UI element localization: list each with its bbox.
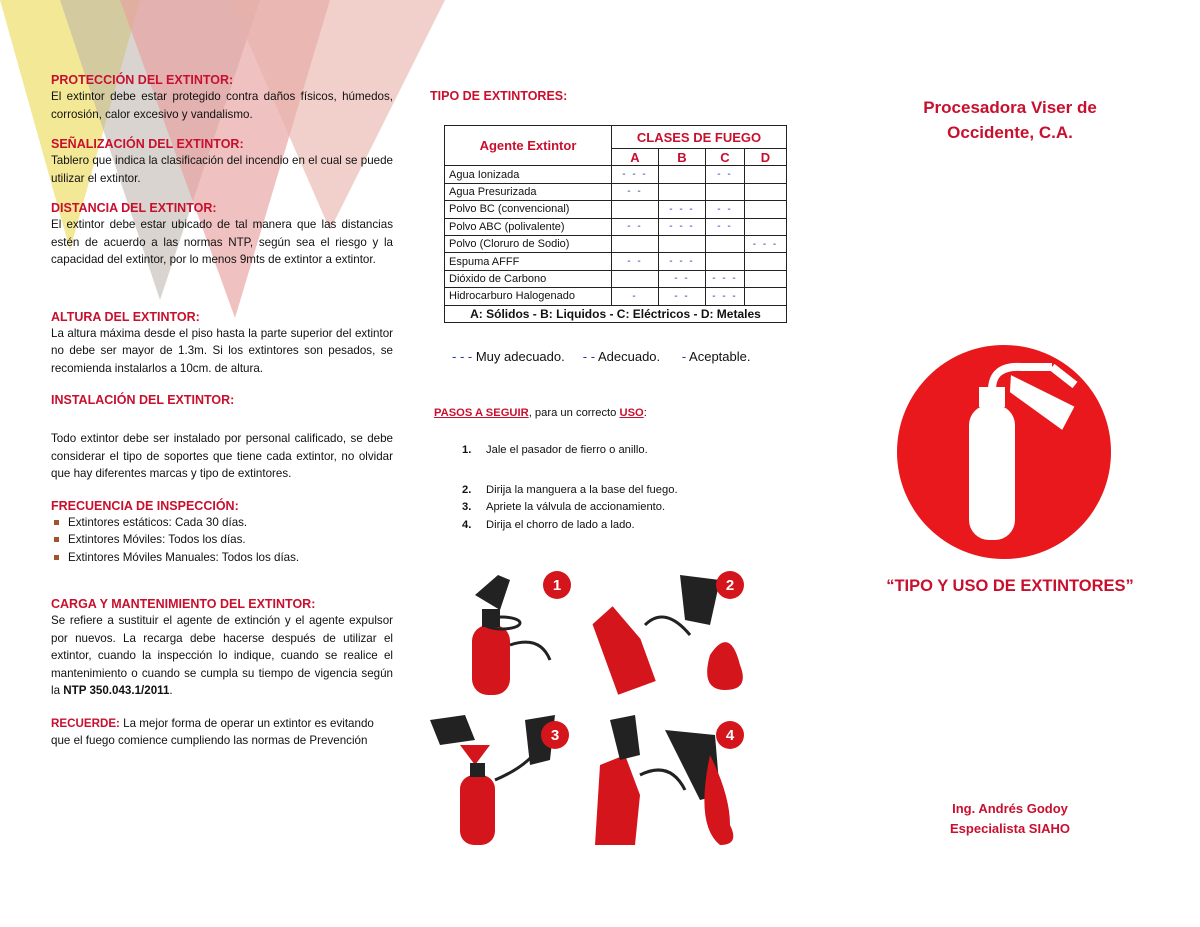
- rating-legend: - - - Muy adecuado. - - Adecuado. - Aceptable.: [452, 349, 751, 364]
- author-name: Ing. Andrés Godoy: [952, 801, 1068, 816]
- col-header: A: [612, 149, 659, 166]
- rating-cell: [745, 218, 787, 235]
- col-header: D: [745, 149, 787, 166]
- rating-cell: - - -: [706, 270, 745, 287]
- rating-cell: [706, 253, 745, 270]
- rating-cell: [745, 201, 787, 218]
- step-item: 1. Jale el pasador de fierro o anillo.: [462, 444, 648, 456]
- step1-pictogram: [472, 571, 571, 695]
- ntp-reference: NTP 350.043.1/2011: [63, 684, 170, 697]
- agent-name: Agua Presurizada: [445, 183, 612, 200]
- rating-cell: -: [612, 288, 659, 305]
- rating-cell: [745, 253, 787, 270]
- rating-cell: [612, 201, 659, 218]
- section-text: El extintor debe estar protegido contra daños físicos, húmedos, corrosión, calor excesivo y vandalismo.: [51, 90, 393, 121]
- steps-intro: PASOS A SEGUIR, para un correcto USO:: [434, 407, 647, 419]
- rating-cell: [745, 166, 787, 183]
- inspection-list: [51, 514, 393, 567]
- rating-cell: - - -: [659, 218, 706, 235]
- rating-cell: [612, 235, 659, 252]
- svg-text:3: 3: [550, 727, 560, 744]
- step3-pictogram: [430, 715, 569, 845]
- remember-note: RECUERDE: La mejor forma de operar un extintor es evitando que el fuego comience cumpliendo las normas de Prevención: [51, 716, 374, 747]
- section-heading: FRECUENCIA DE INSPECCIÓN:: [51, 498, 239, 513]
- rating-cell: - -: [706, 201, 745, 218]
- cover-column: [860, 95, 1160, 145]
- table-row: [445, 235, 787, 252]
- agent-name: Agua Ionizada: [445, 166, 612, 183]
- rating-cell: - -: [706, 218, 745, 235]
- svg-text:4: 4: [725, 727, 735, 744]
- table-row: [445, 166, 787, 183]
- author-role: Especialista SIAHO: [950, 821, 1070, 836]
- section-heading: DISTANCIA DEL EXTINTOR:: [51, 201, 217, 215]
- rating-cell: - - -: [612, 166, 659, 183]
- rating-cell: - -: [659, 288, 706, 305]
- rating-cell: [659, 166, 706, 183]
- agent-name: Polvo (Cloruro de Sodio): [445, 235, 612, 252]
- section-text: Todo extintor debe ser instalado por personal calificado, se debe considerar el tipo de soportes que tiene cada extintor, no olvidar que hay diferentes marcas y tipo de extintores.: [51, 432, 393, 480]
- table-row: [445, 218, 787, 235]
- agent-name: Espuma AFFF: [445, 253, 612, 270]
- rating-cell: - - -: [659, 201, 706, 218]
- list-item: Extintores estáticos: Cada 30 días.: [51, 514, 393, 532]
- svg-text:2: 2: [725, 577, 735, 594]
- table-row: [445, 201, 787, 218]
- rating-cell: - -: [706, 166, 745, 183]
- svg-text:1: 1: [552, 577, 562, 594]
- rating-cell: - - -: [659, 253, 706, 270]
- rating-cell: - - -: [745, 235, 787, 252]
- rating-cell: [745, 270, 787, 287]
- agent-name: Polvo ABC (polivalente): [445, 218, 612, 235]
- col-header: C: [706, 149, 745, 166]
- rating-cell: [612, 270, 659, 287]
- fire-extinguisher-icon: [897, 345, 1111, 559]
- agent-name: Polvo BC (convencional): [445, 201, 612, 218]
- section-text: El extintor debe estar ubicado de tal manera que las distancias estén de acuerdo a las normas NTP, según sea el riesgo y la capacidad del extintor, por lo menos 9mts de extintor a extintor.: [51, 218, 393, 266]
- agent-header: Agente Extintor: [445, 126, 612, 166]
- section-heading: SEÑALIZACIÓN DEL EXTINTOR:: [51, 137, 244, 151]
- rating-cell: - -: [659, 270, 706, 287]
- section-text: La altura máxima desde el piso hasta la parte superior del extintor no debe ser mayor de 1.3m. Si los extintores son pesados, se recomienda instalarlos a 10cm. de altura.: [51, 326, 393, 375]
- step-item: 4. Dirija el chorro de lado a lado.: [462, 518, 635, 531]
- agent-name: Hidrocarburo Halogenado: [445, 288, 612, 305]
- rating-cell: [659, 235, 706, 252]
- section-heading: ALTURA DEL EXTINTOR:: [51, 309, 200, 324]
- step4-pictogram: [595, 715, 744, 845]
- steps-list: [462, 442, 762, 534]
- table-row: [445, 270, 787, 287]
- list-item: Extintores Móviles Manuales: Todos los días.: [51, 549, 393, 567]
- list-item: Extintores Móviles: Todos los días.: [51, 531, 393, 549]
- table-legend: A: Sólidos - B: Liquidos - C: Eléctricos - D: Metales: [445, 305, 787, 322]
- left-column: [51, 72, 393, 750]
- rating-cell: [745, 183, 787, 200]
- section-text: Se refiere a sustituir el agente de extinción y el agente expulsor por nuevos. La recarga debe hacerse después de utilizar el extintor, cuando la inspección lo indique, cuando se realice el mantenimiento o cuando se cumpla su tiempo de vigencia según la NTP 350.043.1/2011.: [51, 614, 393, 697]
- table-row: [445, 288, 787, 305]
- step2-pictogram: [589, 571, 744, 695]
- rating-cell: - -: [612, 253, 659, 270]
- extinguisher-table: [444, 125, 787, 323]
- section-heading: CARGA Y MANTENIMIENTO DEL EXTINTOR:: [51, 597, 316, 611]
- col-header: B: [659, 149, 706, 166]
- table-row: [445, 183, 787, 200]
- rating-cell: - - -: [706, 288, 745, 305]
- author-block: [880, 799, 1140, 839]
- table-row: [445, 253, 787, 270]
- rating-cell: - -: [612, 183, 659, 200]
- usage-pictograms: [430, 565, 760, 850]
- brochure-title: “TIPO Y USO DE EXTINTORES”: [886, 577, 1134, 595]
- types-title: TIPO DE EXTINTORES:: [430, 89, 568, 103]
- rating-cell: [659, 183, 706, 200]
- step-item: 3. Apriete la válvula de accionamiento.: [462, 501, 666, 513]
- classes-header: CLASES DE FUEGO: [612, 126, 787, 149]
- agent-name: Dióxido de Carbono: [445, 270, 612, 287]
- rating-cell: [706, 183, 745, 200]
- rating-cell: [745, 288, 787, 305]
- rating-cell: - -: [612, 218, 659, 235]
- company-name: Procesadora Viser de Occidente, C.A.: [923, 98, 1097, 142]
- section-heading: PROTECCIÓN DEL EXTINTOR:: [51, 73, 234, 87]
- rating-cell: [706, 235, 745, 252]
- section-heading: INSTALACIÓN DEL EXTINTOR:: [51, 393, 235, 407]
- step-item: 2. Dirija la manguera a la base del fuego.: [462, 483, 678, 496]
- table-legend-row: [445, 305, 787, 322]
- section-text: Tablero que indica la clasificación del incendio en el cual se puede utilizar el extintor.: [51, 154, 393, 185]
